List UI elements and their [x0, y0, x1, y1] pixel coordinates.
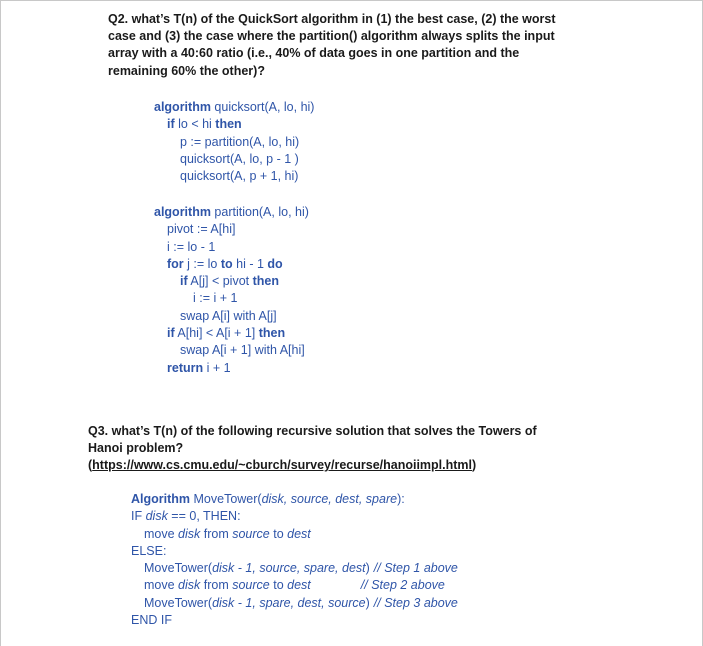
keyword: algorithm — [154, 205, 211, 219]
code-text: j := lo — [183, 256, 221, 271]
code-param: source — [232, 526, 270, 541]
q3-line-3 — [88, 457, 568, 474]
hanoi-pseudocode — [131, 491, 458, 629]
code-text: IF — [131, 509, 146, 524]
keyword: if — [167, 326, 175, 341]
code-line — [154, 273, 309, 290]
code-line: END IF — [131, 613, 172, 628]
keyword: do — [267, 256, 283, 271]
code-text: ) — [365, 595, 370, 610]
code-text: partition(A, lo, hi) — [210, 205, 309, 219]
code-comment: // Step 1 above — [373, 561, 458, 576]
code-line: p := partition(A, lo, hi) — [180, 134, 300, 149]
code-param: dest — [287, 578, 311, 593]
code-text: == 0, THEN: — [167, 509, 241, 524]
code-params: disk - 1, spare, dest, source — [212, 595, 366, 610]
code-text: to — [269, 578, 288, 593]
code-line: swap A[i] with A[j] — [180, 308, 277, 323]
partition-pseudocode — [154, 204, 309, 377]
code-line — [131, 491, 458, 508]
keyword: algorithm — [154, 100, 211, 114]
keyword: then — [252, 274, 279, 289]
code-line — [154, 256, 309, 273]
keyword: then — [258, 326, 286, 341]
keyword: for — [167, 256, 184, 271]
code-line — [154, 325, 309, 342]
code-line: swap A[i + 1] with A[hi] — [180, 343, 305, 358]
keyword: if — [167, 117, 175, 132]
code-line: quicksort(A, lo, p - 1 ) — [180, 151, 299, 166]
q2-line-4: remaining 60% the other)? — [108, 63, 265, 78]
code-line — [131, 560, 458, 577]
code-text: ): — [397, 492, 405, 506]
code-text: to — [269, 526, 288, 541]
q3-line-2: Hanoi problem? — [88, 441, 184, 456]
q3-line-1: Q3. what’s T(n) of the following recursive solution that solves the Towers of — [88, 424, 537, 438]
code-param: disk — [145, 509, 168, 524]
quicksort-pseudocode — [154, 99, 314, 185]
keyword: return — [167, 360, 204, 375]
code-text: hi - 1 — [232, 256, 268, 271]
code-line — [154, 360, 309, 377]
code-comment: // Step 2 above — [360, 578, 445, 593]
keyword: to — [220, 256, 233, 271]
code-line: i := i + 1 — [193, 291, 238, 306]
hanoi-reference-link[interactable]: https://www.cs.cmu.edu/~cburch/survey/recurse/hanoiimpl.html — [92, 458, 473, 473]
code-text: quicksort(A, lo, hi) — [210, 100, 315, 114]
code-text: move — [144, 578, 179, 593]
code-param: source — [232, 578, 270, 593]
q2-line-3: array with a 40:60 ratio (i.e., 40% of data goes in one partition and the — [108, 46, 520, 61]
code-text: MoveTower( — [144, 595, 213, 610]
code-text: from — [200, 578, 233, 593]
code-text: A[j] < pivot — [187, 274, 253, 289]
code-param: disk — [178, 526, 201, 541]
keyword: Algorithm — [131, 492, 191, 506]
code-line — [131, 526, 458, 543]
code-text: MoveTower( — [190, 492, 262, 506]
code-params: disk - 1, source, spare, dest — [212, 561, 366, 576]
code-param: disk — [178, 578, 201, 593]
paren-open: ( — [88, 458, 93, 473]
code-text: i + 1 — [203, 360, 231, 375]
code-line — [131, 508, 458, 525]
code-comment: // Step 3 above — [373, 595, 458, 610]
keyword: if — [180, 274, 188, 289]
code-text: move — [144, 526, 179, 541]
q2-line-2: case and (3) the case where the partition() algorithm always splits the input — [108, 29, 555, 44]
code-line: ELSE: — [131, 543, 167, 558]
question-3-text — [88, 423, 568, 475]
code-text: from — [200, 526, 233, 541]
keyword: then — [215, 117, 242, 132]
code-line — [154, 116, 314, 133]
code-line — [154, 99, 314, 116]
code-text: lo < hi — [174, 117, 216, 132]
code-line — [131, 595, 458, 612]
code-text: ) — [365, 561, 370, 576]
code-line — [154, 204, 309, 221]
paren-close: ) — [472, 458, 477, 473]
code-line — [131, 577, 458, 594]
code-param: dest — [287, 526, 311, 541]
code-text: MoveTower( — [144, 561, 213, 576]
code-line: pivot := A[hi] — [167, 222, 236, 237]
code-line: quicksort(A, p + 1, hi) — [180, 169, 299, 184]
code-text: A[hi] < A[i + 1] — [174, 326, 259, 341]
q2-line-1: Q2. what’s T(n) of the QuickSort algorithm in (1) the best case, (2) the worst — [108, 12, 556, 26]
code-params: disk, source, dest, spare — [261, 492, 398, 506]
code-line: i := lo - 1 — [167, 239, 216, 254]
question-2-text — [108, 11, 588, 80]
